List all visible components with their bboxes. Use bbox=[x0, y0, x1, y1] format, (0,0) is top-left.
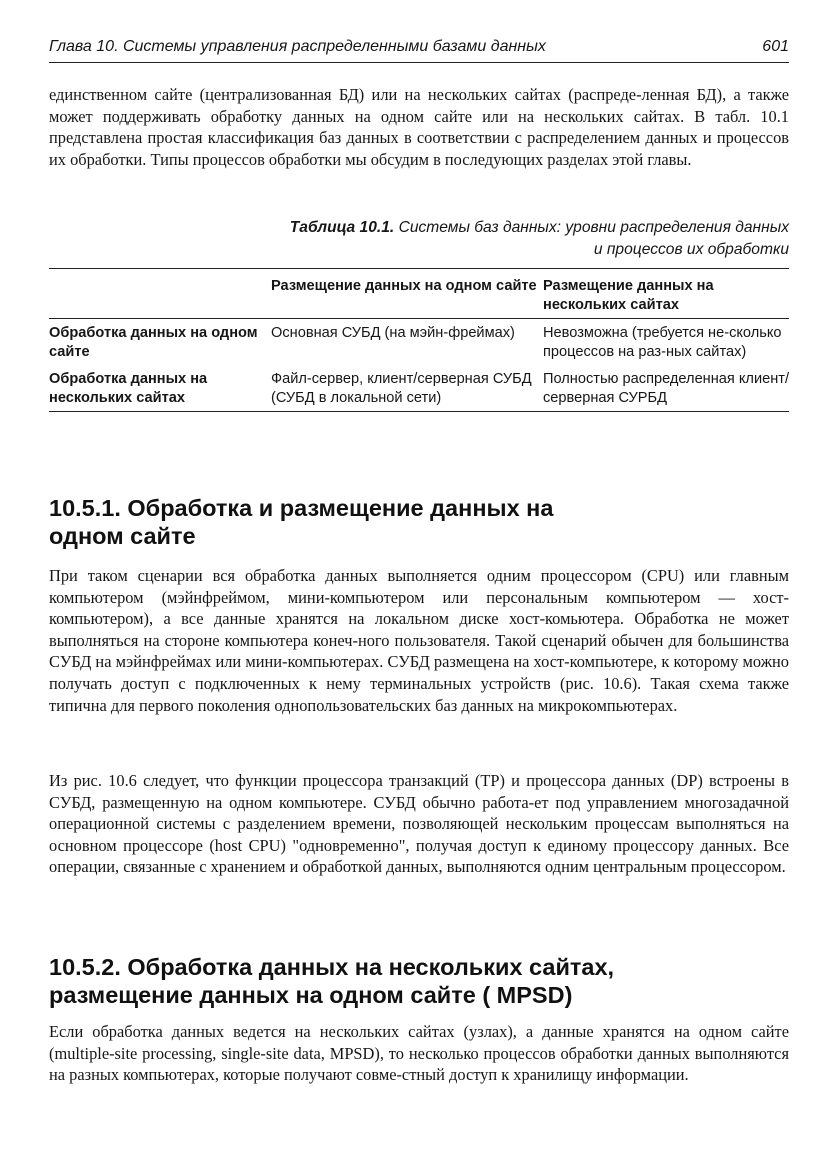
table-cell: Полностью распределенная клиент/серверная СУРБД bbox=[543, 371, 790, 406]
table-header-row bbox=[49, 269, 789, 319]
page-number: 601 bbox=[762, 38, 789, 55]
table-cell: Невозможна (требуется не-сколько процессов на раз-ных сайтах) bbox=[543, 325, 782, 360]
table-cell: Файл-сервер, клиент/серверная СУБД (СУБД в локальной сети) bbox=[271, 371, 532, 406]
table-row-header: Обработка данных на нескольких сайтах bbox=[49, 371, 208, 406]
section-heading-10-5-1: 10.5.1. Обработка и размещение данных на одном сайте bbox=[49, 495, 554, 549]
table-caption-text-line1: Системы баз данных: уровни распределения данных bbox=[398, 219, 789, 236]
section2-paragraph-1: Если обработка данных ведется на нескольких сайтах (узлах), а данные хранятся на одном сайте (multiple-site processing, single-site data, MPSD), то несколько процессов обработки данных выполняются на разных компьютерах, которые получают совме-стный доступ к хранилищу информации. bbox=[49, 1022, 789, 1085]
table-cell: Основная СУБД (на мэйн-фреймах) bbox=[271, 325, 515, 341]
classification-table bbox=[49, 268, 789, 412]
table-row bbox=[49, 319, 789, 366]
intro-paragraph: единственном сайте (централизованная БД) или на нескольких сайтах (распреде-ленная БД), а также может поддерживать обработку данных на одном сайте или на нескольких сайтах. В табл. 10.1 представлена простая классификация баз данных в соответствии с распределением данных и процессов их обработки. Типы процессов обработки мы обсудим в последующих разделах этой главы. bbox=[49, 85, 789, 169]
table-row bbox=[49, 365, 789, 412]
running-header bbox=[49, 30, 789, 63]
chapter-title: Глава 10. Системы управления распределенными базами данных bbox=[49, 38, 546, 55]
table-header-multi-site-data: Размещение данных на нескольких сайтах bbox=[543, 278, 714, 313]
section1-paragraph-2: Из рис. 10.6 следует, что функции процессора транзакций (TP) и процессора данных (DP) встроены в СУБД, размещенную на одном компьютере. СУБД обычно работа-ет под управлением многозадачной операционной системы с разделением времени, позволяющей нескольким процессам выполняться на основном процессоре (host CPU) "одновременно", получая доступ к единому процессору данных. Все операции, связанные с хранением и обработкой данных, выполняются одним центральным процессором. bbox=[49, 771, 789, 877]
table-row-header: Обработка данных на одном сайте bbox=[49, 325, 258, 360]
table-caption-label: Таблица 10.1. bbox=[289, 219, 395, 236]
table-caption-text-line2: и процессов их обработки bbox=[593, 241, 789, 258]
table-caption bbox=[150, 217, 789, 261]
table-header-empty bbox=[49, 269, 271, 319]
section1-paragraph-1: При таком сценарии вся обработка данных выполняется одним процессором (CPU) или главным компьютером (мэйнфреймом, мини-компьютером или персональным компьютером — хост-компьютером), а все данные хранятся на локальном диске хост-комьютера. Обработка не может выполняться на стороне компьютера конеч-ного пользователя. Такой сценарий обычен для большинства СУБД на мэйнфреймах или мини-компьютерах. СУБД размещена на хост-компьютере, к которому можно получать доступ с подключенных к нему терминальных устройств (рис. 10.6). Такая схема также типична для первого поколения однопользовательских баз данных на микрокомпьютерах. bbox=[49, 566, 789, 715]
section-heading-10-5-2: 10.5.2. Обработка данных на нескольких сайтах, размещение данных на одном сайте ( MPSD) bbox=[49, 954, 615, 1008]
table-header-single-site-data: Размещение данных на одном сайте bbox=[271, 278, 537, 294]
